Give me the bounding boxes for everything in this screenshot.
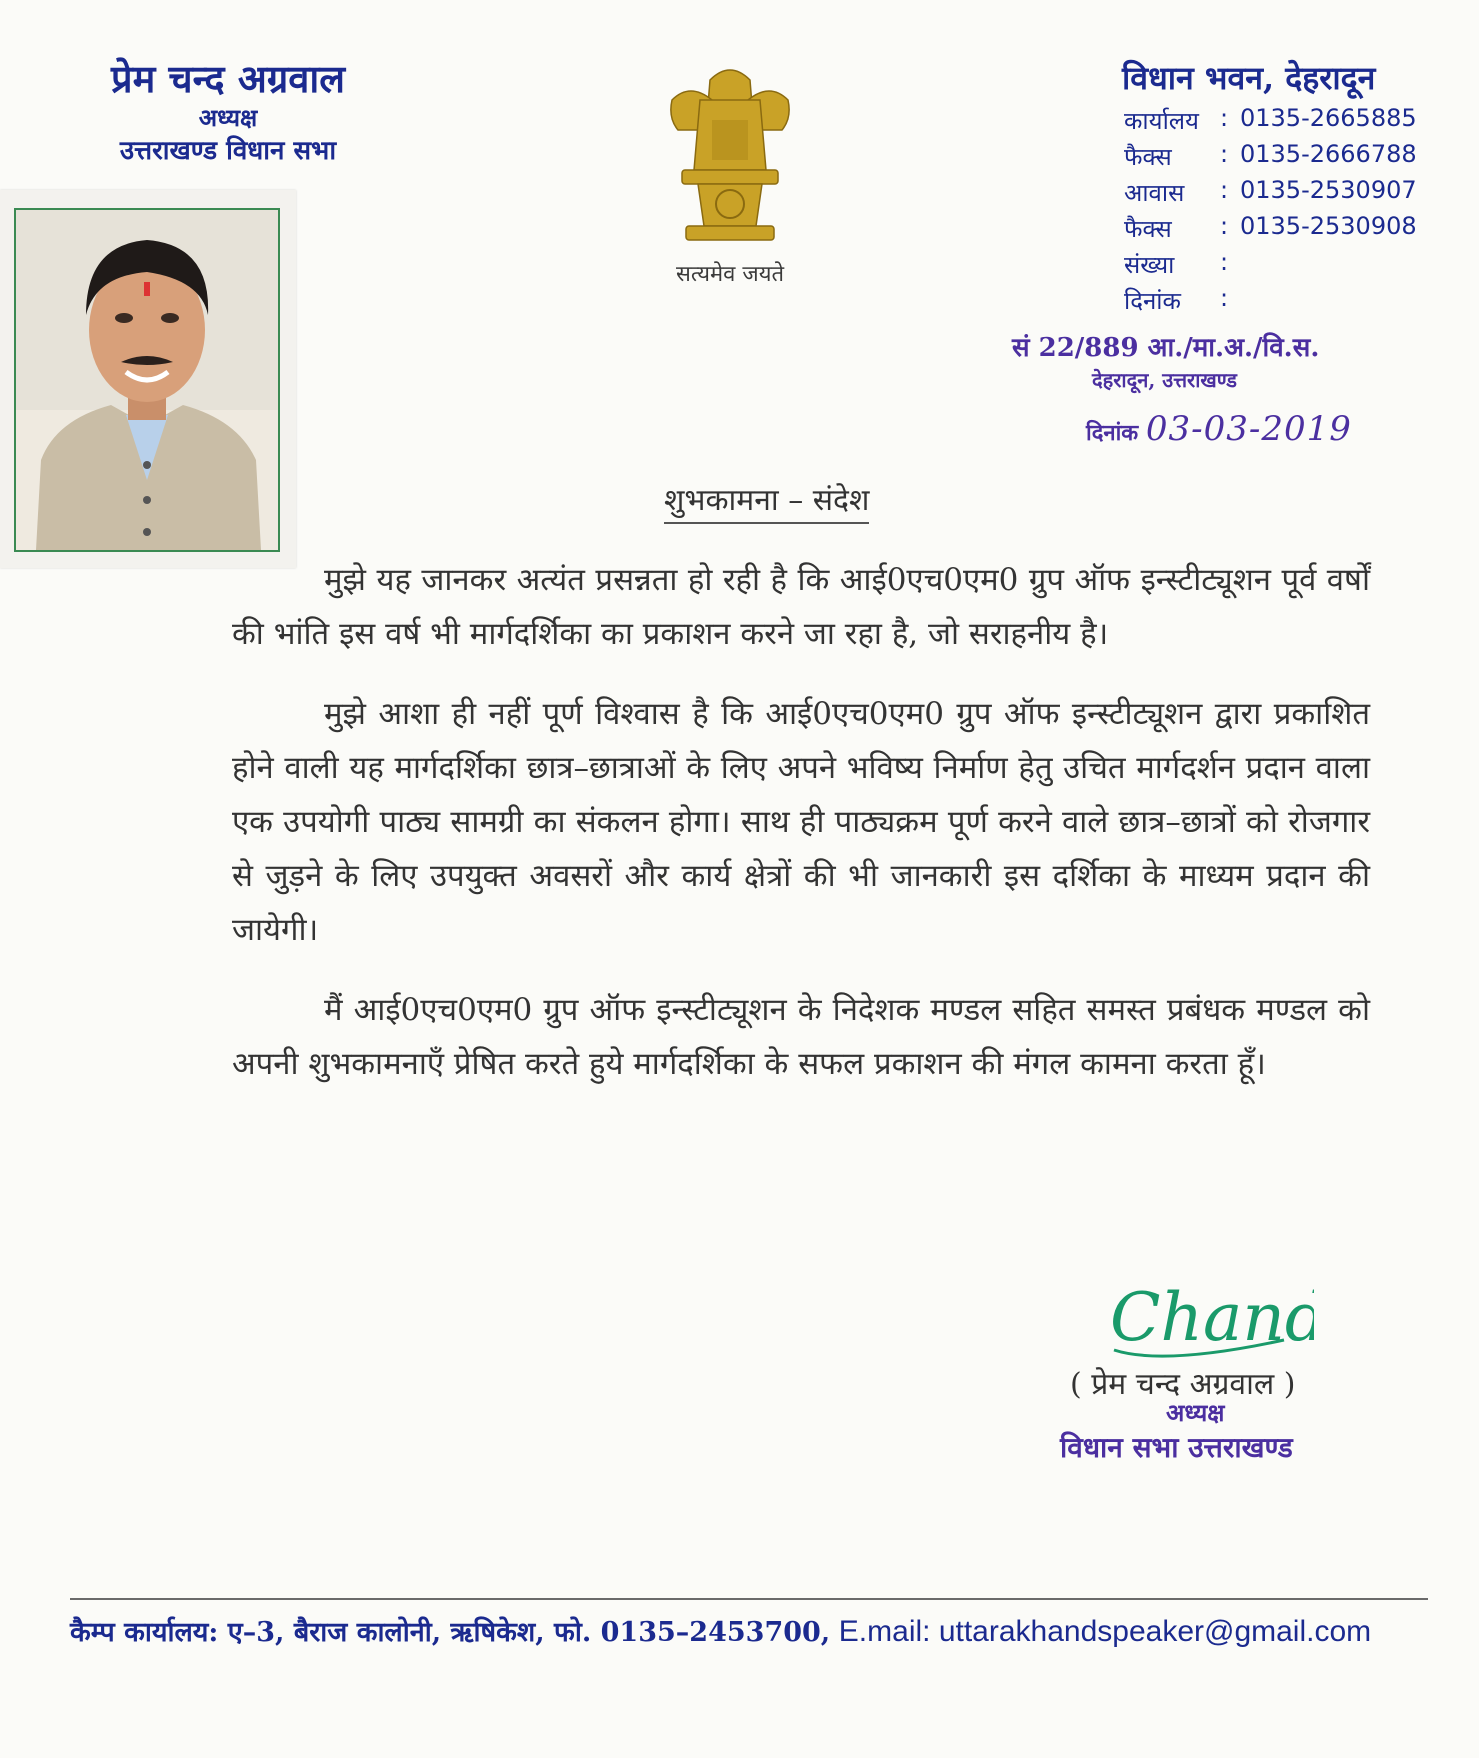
signature-scribble: Chand (1110, 1279, 1314, 1356)
signatory-name: ( प्रेम चन्द अग्रवाल ) (1070, 1367, 1296, 1402)
contact-label: फैक्स (1124, 143, 1172, 171)
contact-label: आवास (1124, 179, 1185, 207)
reference-stamp (1012, 328, 1352, 449)
stamp-place: देहरादून, उत्तराखण्ड (1092, 368, 1237, 392)
portrait-photo-frame (0, 190, 296, 568)
contact-row: दिनांक : (1124, 284, 1417, 320)
reference-number: सं 22/889 आ./मा.अ./वि.स. (1012, 333, 1320, 363)
footer-divider (70, 1598, 1428, 1600)
national-emblem-icon (660, 60, 800, 250)
emblem-motto: सत्यमेव जयते (675, 262, 785, 287)
contact-label: कार्यालय (1124, 107, 1199, 135)
portrait-illustration (16, 210, 278, 550)
signatory-organization: विधान सभा उत्तराखण्ड (1060, 1431, 1293, 1464)
portrait-photo (14, 208, 280, 552)
stamp-date-value: 03-03-2019 (1145, 409, 1352, 449)
address-title: विधान भवन, देहरादून (1122, 59, 1376, 97)
contact-value: 0135-2530908 (1240, 212, 1417, 240)
letter-paragraph: मुझे यह जानकर अत्यंत प्रसन्नता हो रही है कि आई0एच0एम0 ग्रुप ऑफ इन्स्टीट्यूशन पूर्व वर्षों की भांति इस वर्ष भी मार्गदर्शिका का प्रकाशन करने जा रहा है, जो सराहनीय है। (232, 562, 1370, 652)
letter-body (232, 553, 1370, 1117)
contact-row: फैक्स : 0135-2666788 (1124, 140, 1417, 176)
contact-row: आवास : 0135-2530907 (1124, 176, 1417, 212)
letter-paragraph: मैं आई0एच0एम0 ग्रुप ऑफ इन्स्टीट्यूशन के निदेशक मण्डल सहित समस्त प्रबंधक मण्डल को अपनी शुभकामनाएँ प्रेषित करते हुये मार्गदर्शिका के सफल प्रकाशन की मंगल कामना करता हूँ। (232, 992, 1370, 1082)
letter-paragraph: मुझे आशा ही नहीं पूर्ण विश्वास है कि आई0एच0एम0 ग्रुप ऑफ इन्स्टीट्यूशन द्वारा प्रकाशित होने वाली यह मार्गदर्शिका छात्र–छात्राओं के लिए अपने भविष्य निर्माण हेतु उचित मार्गदर्शन प्रदान वाला एक उपयोगी पाठ्य सामग्री का संकलन होगा। साथ ही पाठ्यक्रम पूर्ण करने वाले छात्र–छात्रों को रोजगार से जुड़ने के लिए उपयुक्त अवसरों और कार्य क्षेत्रों की भी जानकारी इस दर्शिका के माध्यम प्रदान की जायेगी। (232, 696, 1370, 948)
footer-email: E.mail: uttarakhandspeaker@gmail.com (838, 1615, 1372, 1648)
footer (70, 1612, 1428, 1649)
contact-label: संख्या (1124, 251, 1175, 279)
contact-label: फैक्स (1124, 215, 1172, 243)
letterhead-name-block (78, 56, 378, 168)
contact-row: फैक्स : 0135-2530908 (1124, 212, 1417, 248)
camp-office-address: कैम्प कार्यालय: ए–3, बैराज कालोनी, ऋषिकेश, फो. 0135–2453700, (70, 1617, 831, 1648)
contact-value: 0135-2530907 (1240, 176, 1417, 204)
signatory-title: अध्यक्ष (1166, 1398, 1225, 1427)
contact-value: 0135-2665885 (1240, 104, 1417, 132)
stamp-date-label: दिनांक (1086, 420, 1139, 446)
speaker-organization: उत्तराखण्ड विधान सभा (119, 136, 337, 166)
contact-row: संख्या : (1124, 248, 1417, 284)
stamp-date (1086, 409, 1352, 449)
speaker-designation: अध्यक्ष (198, 103, 258, 132)
contact-list (1124, 104, 1417, 320)
contact-label: दिनांक (1124, 287, 1181, 315)
speaker-name: प्रेम चन्द अग्रवाल (110, 56, 346, 101)
letter-heading: शुभकामना – संदेश (664, 478, 869, 524)
contact-row: कार्यालय : 0135-2665885 (1124, 104, 1417, 140)
contact-value: 0135-2666788 (1240, 140, 1417, 168)
